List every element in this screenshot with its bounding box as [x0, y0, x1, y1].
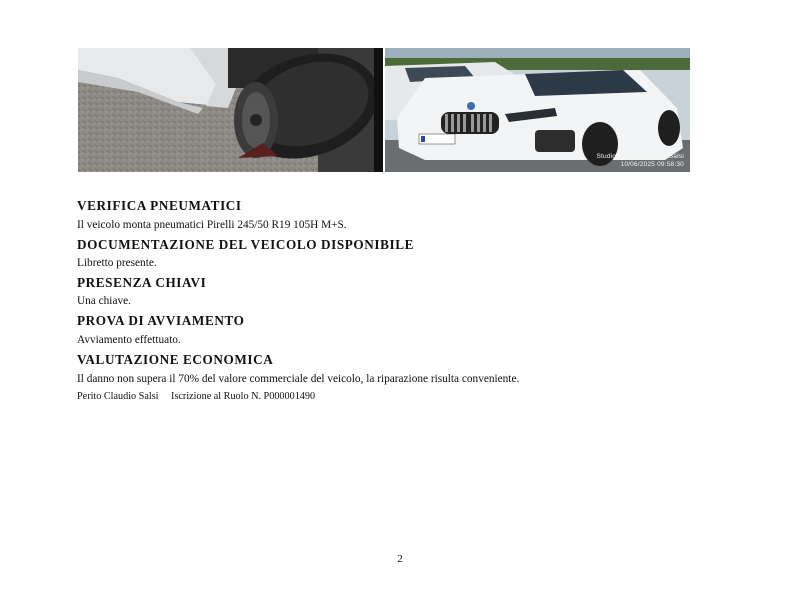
signature-registration: Iscrizione al Ruolo N. P000001490	[171, 391, 316, 402]
text-chiavi: Una chiave.	[77, 295, 131, 307]
signature-name: Perito Claudio Salsi	[77, 391, 159, 402]
heading-verifica-pneumatici: VERIFICA PNEUMATICI	[77, 198, 242, 213]
tire-damage-image	[78, 48, 383, 172]
heading-documentazione: DOCUMENTAZIONE DEL VEICOLO DISPONIBILE	[77, 237, 415, 252]
page-number: 2	[397, 553, 403, 565]
text-avviamento: Avviamento effettuato.	[77, 334, 181, 346]
text-pneumatici: Il veicolo monta pneumatici Pirelli 245/50 R19 105H M+S.	[77, 219, 347, 231]
tire-damage-photo	[78, 48, 383, 172]
heading-presenza-chiavi: PRESENZA CHIAVI	[77, 275, 207, 290]
text-valutazione: Il danno non supera il 70% del valore commerciale del veicolo, la riparazione risulta conveniente.	[77, 373, 520, 385]
vehicle-front-photo	[385, 48, 690, 172]
heading-valutazione-economica: VALUTAZIONE ECONOMICA	[77, 352, 274, 367]
stamp-studio: Studio Tecnico Claudio Salsi	[596, 153, 684, 160]
text-documentazione: Libretto presente.	[77, 257, 157, 269]
heading-prova-avviamento: PROVA DI AVVIAMENTO	[77, 313, 245, 328]
photo-timestamp-stamp	[596, 153, 684, 169]
stamp-datetime: 10/06/2025 09:58:30	[620, 161, 684, 168]
signature-line	[77, 391, 315, 402]
photo-strip	[78, 48, 690, 172]
